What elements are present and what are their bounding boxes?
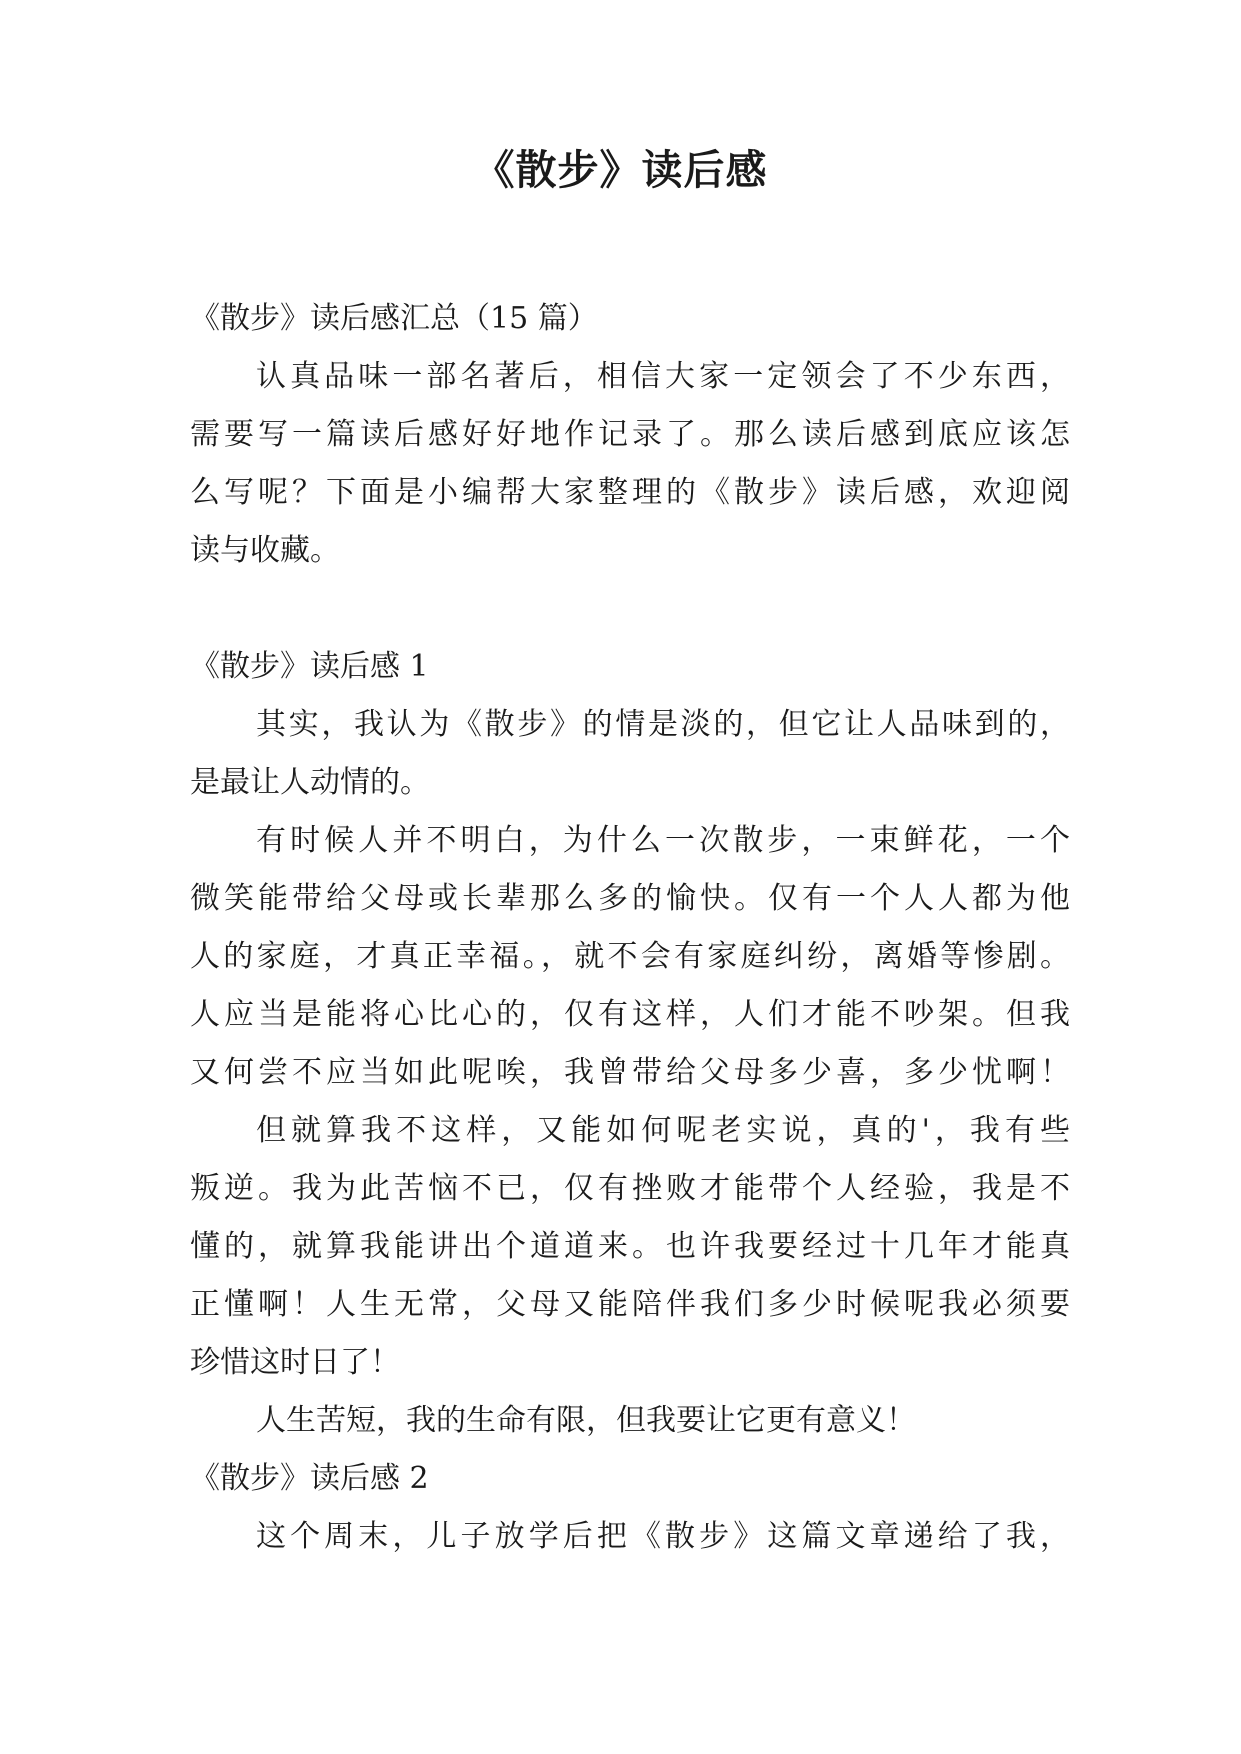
paragraph-line: 需要写一篇读后感好好地作记录了。那么读后感到底应该怎 [190,417,1070,452]
section-heading-1: 《散步》读后感 1 [190,649,429,684]
paragraph-line: 有时候人并不明白，为什么一次散步，一束鲜花，一个 [256,823,1070,858]
paragraph-line: 这个周末，儿子放学后把《散步》这篇文章递给了我， [256,1519,1070,1554]
paragraph-line: 人生苦短，我的生命有限，但我要让它更有意义！ [256,1403,916,1438]
paragraph-line: 人的家庭，才真正幸福。，就不会有家庭纠纷，离婚等惨剧。 [190,939,1070,974]
paragraph-line: 读与收藏。 [190,533,340,568]
paragraph-line: 么写呢？下面是小编帮大家整理的《散步》读后感，欢迎阅 [190,475,1070,510]
paragraph-spacer [190,580,1070,638]
document-body [190,290,1070,1566]
paragraph-line: 又何尝不应当如此呢唉，我曾带给父母多少喜，多少忧啊！ [190,1055,1070,1090]
paragraph-line: 其实，我认为《散步》的情是淡的，但它让人品味到的， [256,707,1070,742]
section-heading-summary: 《散步》读后感汇总（15 篇） [190,301,598,336]
section-heading-2: 《散步》读后感 2 [190,1461,429,1496]
paragraph-line: 正懂啊！人生无常，父母又能陪伴我们多少时候呢我必须要 [190,1287,1070,1322]
paragraph-line: 是最让人动情的。 [190,765,430,800]
paragraph-line: 认真品味一部名著后，相信大家一定领会了不少东西， [256,359,1070,394]
paragraph-line: 懂的，就算我能讲出个道道来。也许我要经过十几年才能真 [190,1229,1070,1264]
paragraph-line: 但就算我不这样，又能如何呢老实说，真的'，我有些 [256,1113,1070,1148]
paragraph-line: 珍惜这时日了！ [190,1345,400,1380]
document-title: 《散步》读后感 [473,146,768,194]
paragraph-line: 微笑能带给父母或长辈那么多的愉快。仅有一个人人都为他 [190,881,1070,916]
paragraph-line: 叛逆。我为此苦恼不已，仅有挫败才能带个人经验，我是不 [190,1171,1070,1206]
paragraph-line: 人应当是能将心比心的，仅有这样，人们才能不吵架。但我 [190,997,1070,1032]
